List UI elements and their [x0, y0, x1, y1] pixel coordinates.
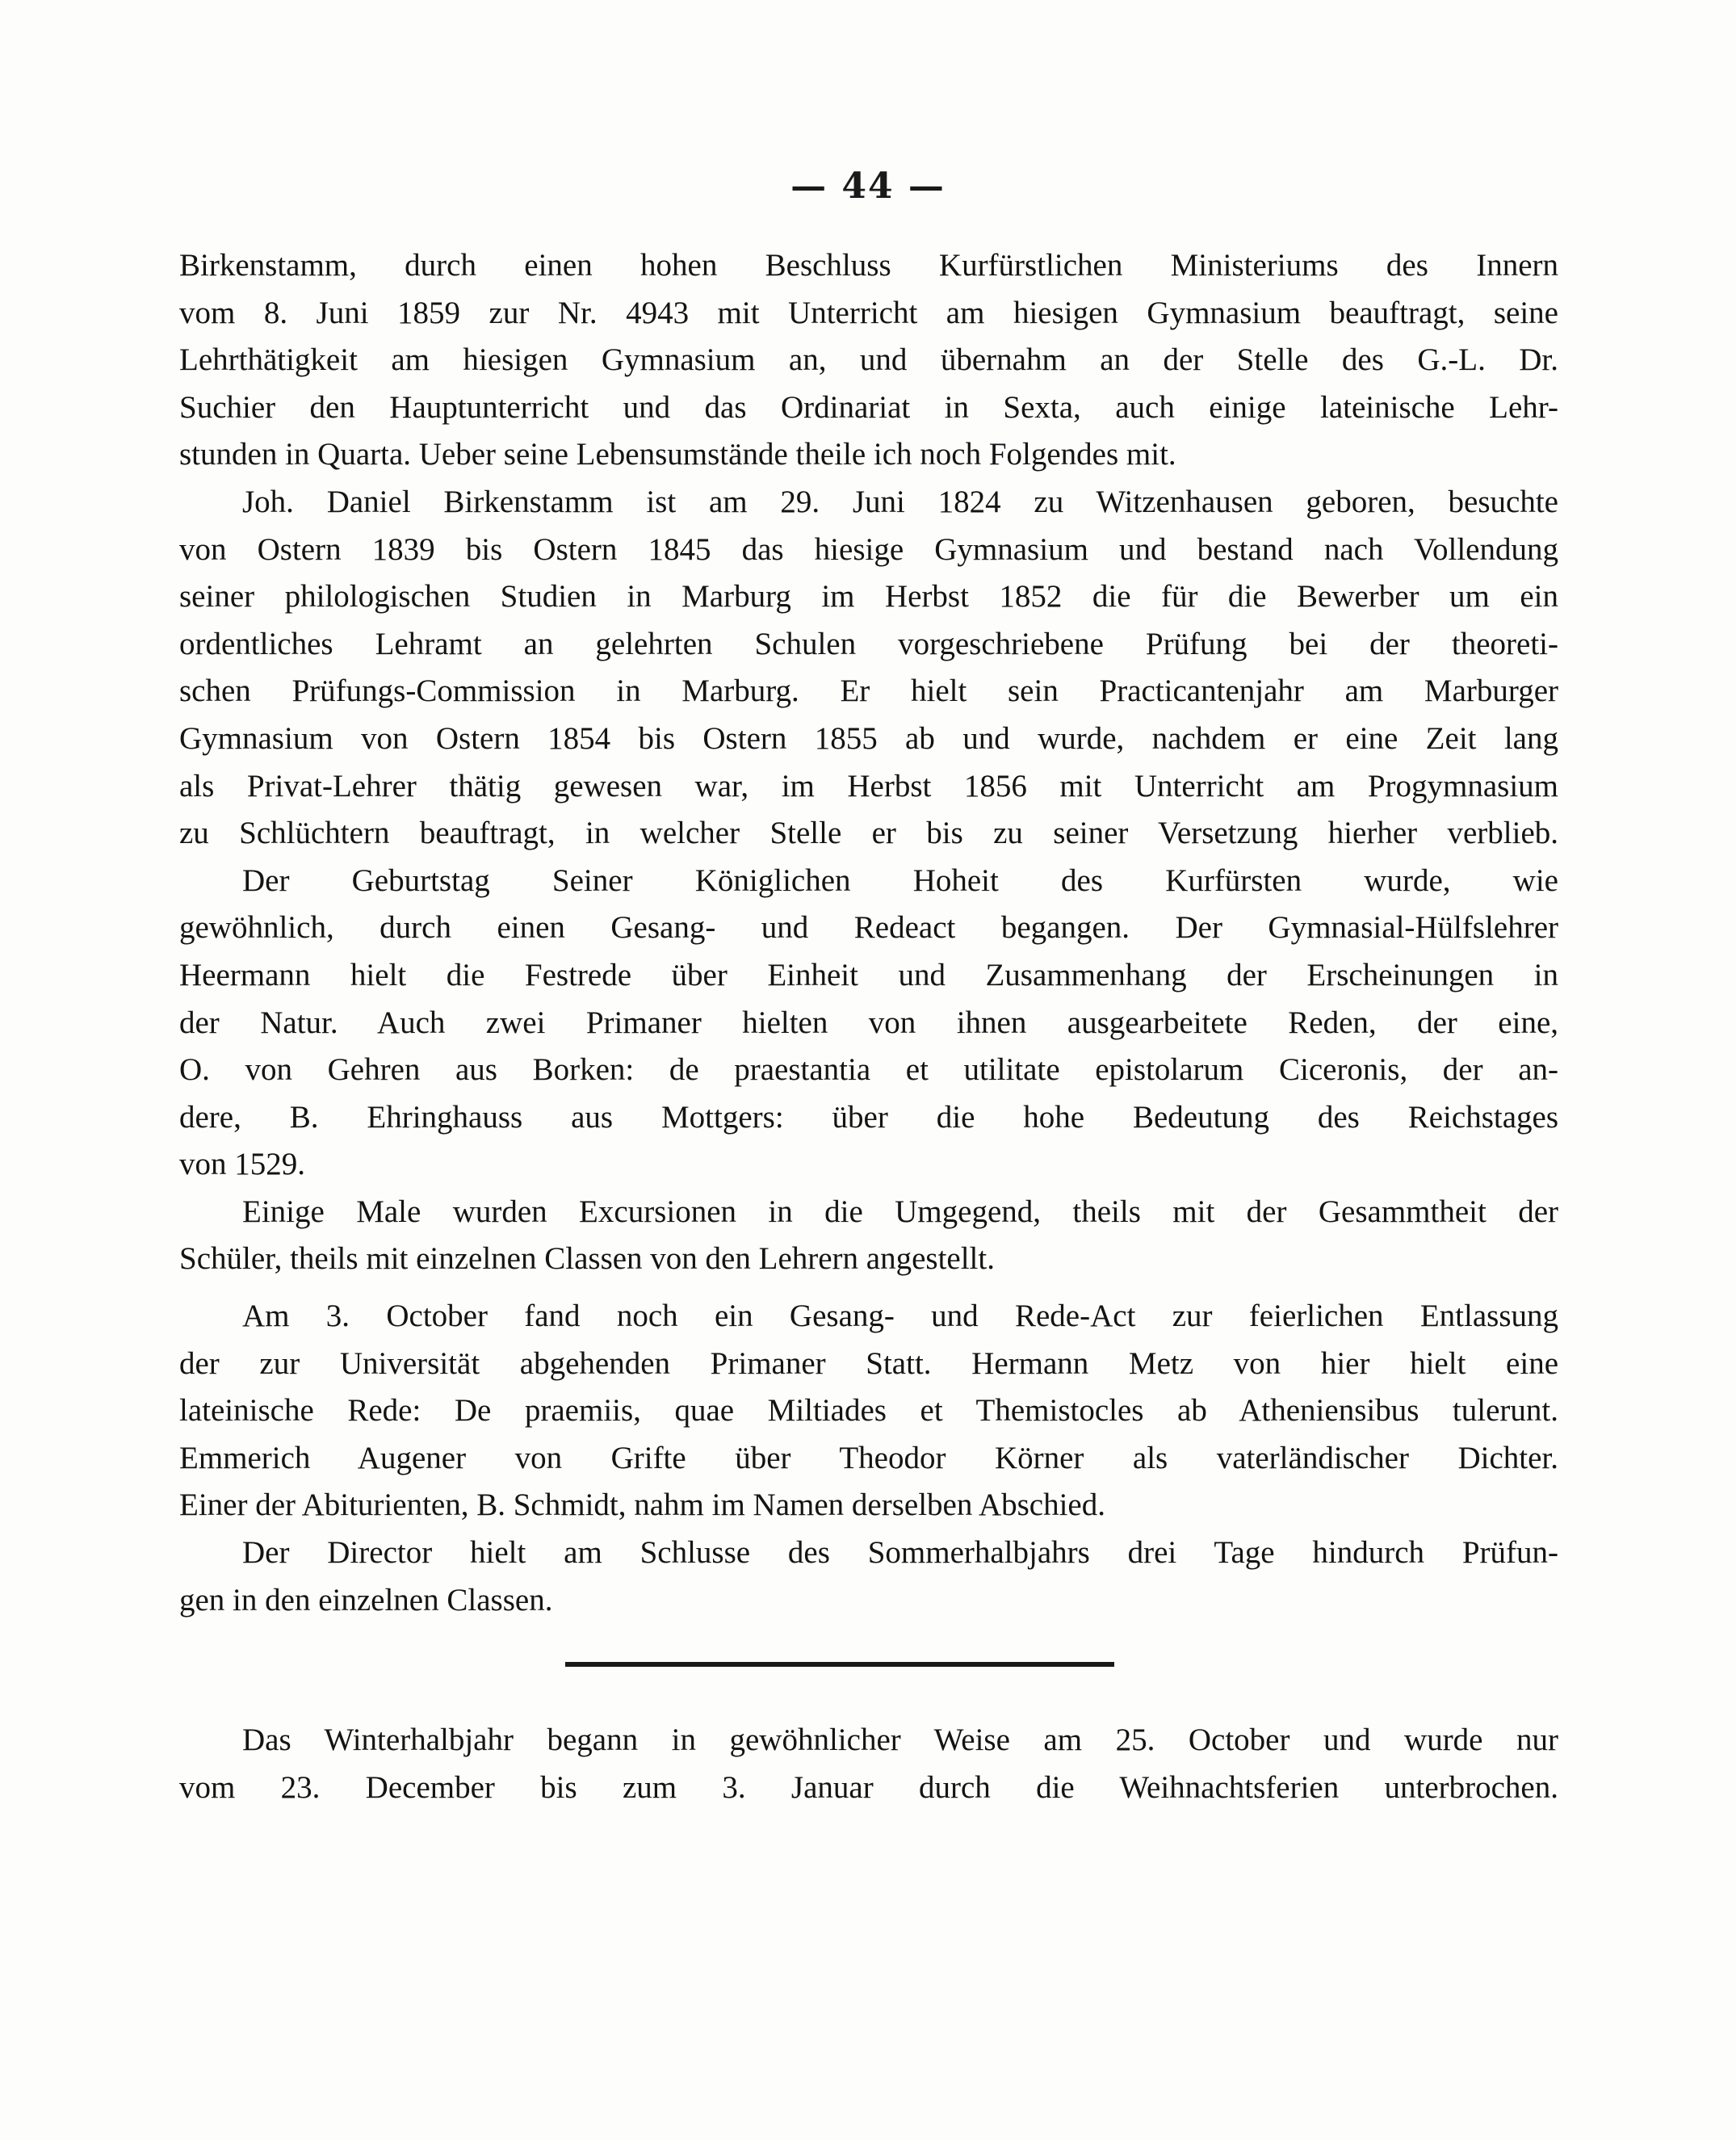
text-line: stunden in Quarta. Ueber seine Lebensumstände theile ich noch Folgendes mit. [179, 437, 1176, 472]
paragraph [179, 242, 1558, 479]
paragraph [179, 1529, 1558, 1624]
text-line: Am 3. October fand noch ein Gesang- und Rede-Act zur feierlichen Entlassung [242, 1299, 1558, 1334]
text-line: von 1529. [179, 1147, 305, 1182]
text-line: Einer der Abiturienten, B. Schmidt, nahm im Namen derselben Abschied. [179, 1488, 1105, 1523]
text-line: schen Prüfungs-Commission in Marburg. Er hielt sein Practicantenjahr am Marburger [179, 673, 1558, 709]
text-line: Das Winterhalbjahr begann in gewöhnlicher Weise am 25. October und wurde nur [242, 1722, 1558, 1757]
text-line: vom 8. Juni 1859 zur Nr. 4943 mit Unterricht am hiesigen Gymnasium beauftragt, seine [179, 295, 1558, 330]
text-line: Heermann hielt die Festrede über Einheit und Zusammenhang der Erscheinungen in [179, 957, 1558, 992]
paragraph [179, 479, 1558, 858]
section-separator [565, 1662, 1114, 1667]
text-line: Suchier den Hauptunterricht und das Ordinariat in Sexta, auch einige lateinische Lehr- [179, 389, 1558, 425]
text-line: von Ostern 1839 bis Ostern 1845 das hiesige Gymnasium und bestand nach Vollendung [179, 531, 1558, 567]
text-line: der Natur. Auch zwei Primaner hielten von ihnen ausgearbeitete Reden, der eine, [179, 1005, 1558, 1040]
page-number: — 44 — [790, 166, 946, 207]
text-line: der zur Universität abgehenden Primaner Statt. Hermann Metz von hier hielt eine [179, 1345, 1558, 1381]
text-line: als Privat-Lehrer thätig gewesen war, im Herbst 1856 mit Unterricht am Progymnasium [179, 768, 1558, 804]
text-line: ordentliches Lehramt an gelehrten Schulen vorgeschriebene Prüfung bei der theoreti- [179, 626, 1558, 661]
text-line: seiner philologischen Studien in Marburg im Herbst 1852 die für die Bewerber um ein [179, 579, 1558, 615]
text-line: Einige Male wurden Excursionen in die Umgegend, theils mit der Gesammtheit der [242, 1194, 1558, 1229]
text-line: Emmerich Augener von Grifte über Theodor Körner als vaterländischer Dichter. [179, 1440, 1558, 1475]
text-line: vom 23. December bis zum 3. Januar durch die Weihnachtsferien unterbrochen. [179, 1769, 1558, 1805]
paragraph [179, 1189, 1558, 1283]
text-line: zu Schlüchtern beauftragt, in welcher Stelle er bis zu seiner Versetzung hierher verblieb. [179, 816, 1558, 851]
text-line: Joh. Daniel Birkenstamm ist am 29. Juni 1824 zu Witzenhausen geboren, besuchte [242, 484, 1558, 519]
text-line: dere, B. Ehringhauss aus Mottgers: über die hohe Bedeutung des Reichstages [179, 1099, 1558, 1135]
text-line: Lehrthätigkeit am hiesigen Gymnasium an, und übernahm an der Stelle des G.-L. Dr. [179, 342, 1558, 378]
text-line: O. von Gehren aus Borken: de praestantia et utilitate epistolarum Ciceronis, der an- [179, 1052, 1558, 1088]
winter-text [179, 1717, 1558, 1811]
text-line: lateinische Rede: De praemiis, quae Miltiades et Themistocles ab Atheniensibus tulerunt. [179, 1393, 1558, 1429]
text-line: Birkenstamm, durch einen hohen Beschluss Kurfürstlichen Ministeriums des Innern [179, 248, 1558, 283]
text-line: Der Geburtstag Seiner Königlichen Hoheit des Kurfürsten wurde, wie [242, 862, 1558, 898]
main-text [179, 242, 1558, 1624]
paragraph-gap [179, 1283, 1558, 1293]
text-line: Schüler, theils mit einzelnen Classen von den Lehrern angestellt. [179, 1241, 995, 1277]
paragraph [179, 1293, 1558, 1529]
text-line: Der Director hielt am Schlusse des Sommerhalbjahrs drei Tage hindurch Prüfun- [242, 1535, 1558, 1571]
text-line: gen in den einzelnen Classen. [179, 1582, 553, 1618]
text-line: gewöhnlich, durch einen Gesang- und Redeact begangen. Der Gymnasial-Hülfslehrer [179, 910, 1558, 946]
text-line: Gymnasium von Ostern 1854 bis Ostern 1855 ab und wurde, nachdem er eine Zeit lang [179, 720, 1558, 756]
paragraph [179, 858, 1558, 1189]
